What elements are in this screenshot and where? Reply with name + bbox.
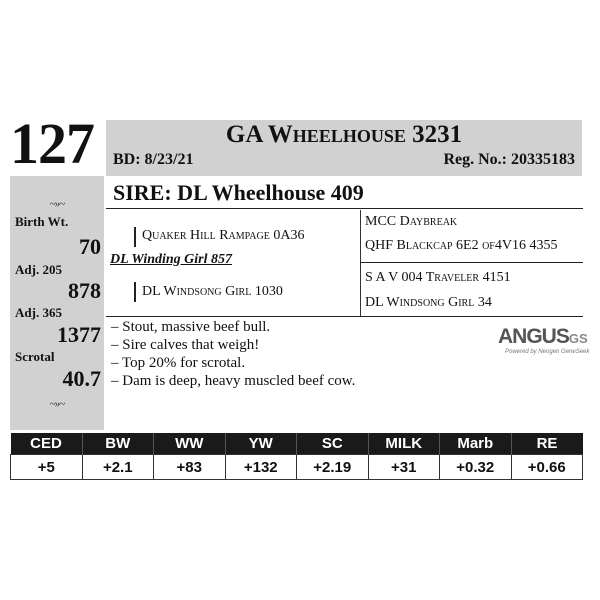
epd-value: +132 bbox=[225, 455, 297, 480]
epd-value: +83 bbox=[154, 455, 226, 480]
pedigree-bracket bbox=[134, 227, 136, 247]
epd-value: +0.32 bbox=[440, 455, 512, 480]
ornament-top: ~»~ bbox=[49, 198, 65, 210]
comment-line: – Stout, massive beef bull. bbox=[111, 319, 271, 335]
epd-header: BW bbox=[82, 433, 154, 455]
epd-value: +31 bbox=[368, 455, 440, 480]
lot-number: 127 bbox=[10, 111, 94, 176]
sire-sire: Quaker Hill Rampage 0A36 bbox=[142, 228, 305, 243]
comment-line: – Dam is deep, heavy muscled beef cow. bbox=[111, 373, 356, 389]
epd-value: +5 bbox=[11, 455, 83, 480]
birth-weight-label: Birth Wt. bbox=[15, 214, 69, 229]
epd-value-row bbox=[11, 455, 583, 480]
ggs-1: MCC Daybreak bbox=[365, 214, 458, 229]
adj-365-value: 1377 bbox=[57, 322, 101, 347]
pedigree-bracket bbox=[134, 282, 136, 302]
comments-rule bbox=[106, 316, 583, 317]
birth-weight-value: 70 bbox=[79, 234, 101, 259]
epd-value: +2.1 bbox=[82, 455, 154, 480]
epd-value: +0.66 bbox=[511, 455, 583, 480]
scrotal-label: Scrotal bbox=[15, 349, 55, 364]
comment-line: – Top 20% for scrotal. bbox=[111, 355, 246, 371]
epd-header: RE bbox=[511, 433, 583, 455]
epd-table bbox=[10, 433, 583, 480]
pedigree-divider bbox=[360, 210, 361, 316]
animal-name: GA Wheelhouse 3231 bbox=[225, 121, 463, 148]
pedigree-rule bbox=[360, 262, 583, 263]
angus-gs-logo: ANGUSGS bbox=[498, 325, 588, 348]
ggs-4: DL Windsong Girl 34 bbox=[365, 295, 492, 310]
ggs-3: S A V 004 Traveler 4151 bbox=[365, 270, 511, 285]
ggs-2: QHF Blackcap 6E2 of4V16 4355 bbox=[365, 238, 558, 253]
sire-title: SIRE: DL Wheelhouse 409 bbox=[113, 180, 364, 205]
scrotal-value: 40.7 bbox=[62, 366, 101, 391]
epd-header-row bbox=[11, 433, 583, 455]
epd-header: Marb bbox=[440, 433, 512, 455]
sire-dam-dam: DL Windsong Girl 1030 bbox=[142, 284, 283, 299]
epd-value: +2.19 bbox=[297, 455, 369, 480]
registration-number: Reg. No.: 20335183 bbox=[443, 151, 575, 168]
adj-365-label: Adj. 365 bbox=[15, 305, 62, 320]
ornament-bottom: ~»~ bbox=[49, 398, 65, 410]
adj-205-label: Adj. 205 bbox=[15, 262, 62, 277]
birth-date: BD: 8/23/21 bbox=[113, 151, 194, 168]
comment-line: – Sire calves that weigh! bbox=[111, 337, 260, 353]
epd-header: YW bbox=[225, 433, 297, 455]
epd-header: MILK bbox=[368, 433, 440, 455]
sire-dam: DL Winding Girl 857 bbox=[110, 252, 233, 267]
epd-header: SC bbox=[297, 433, 369, 455]
angus-gs-logo-subtitle: Powered by Neogen GeneSeek bbox=[505, 349, 590, 355]
epd-header: WW bbox=[154, 433, 226, 455]
adj-205-value: 878 bbox=[68, 278, 101, 303]
sire-underline bbox=[106, 208, 583, 209]
epd-header: CED bbox=[11, 433, 83, 455]
